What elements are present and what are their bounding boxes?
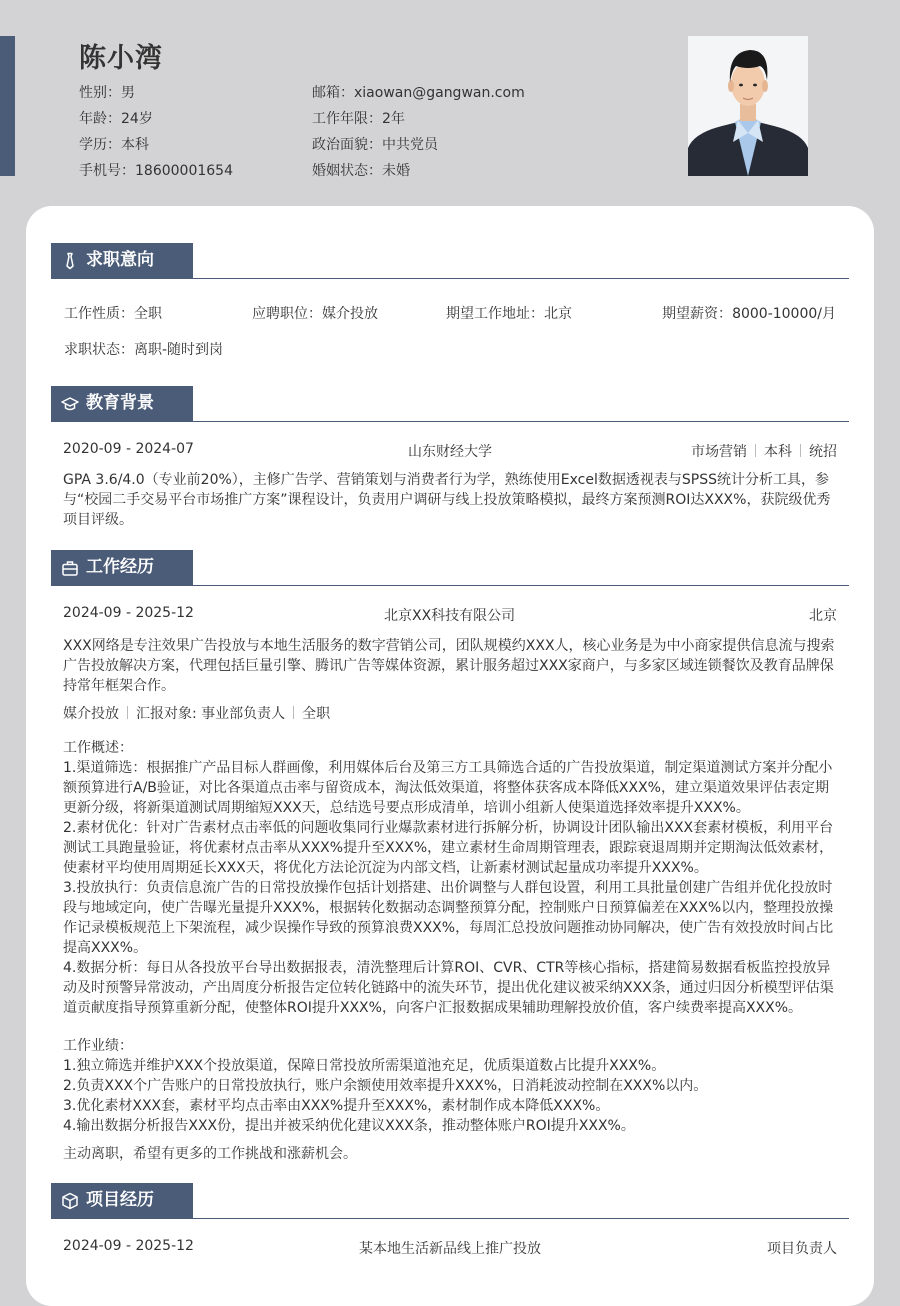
section-header-work — [51, 550, 849, 586]
tie-icon — [61, 252, 79, 270]
section-title: 求职意向 — [86, 250, 154, 270]
info-age: 年龄：24岁 — [79, 111, 153, 127]
profile-photo — [688, 36, 808, 176]
info-political: 政治面貌：中共党员 — [312, 137, 438, 153]
info-marital: 婚姻状态：未婚 — [312, 163, 410, 179]
basic-info-right — [312, 80, 525, 184]
work-overview — [63, 738, 835, 1018]
section-header-project — [51, 1183, 849, 1219]
info-work-years: 工作年限：2年 — [312, 111, 405, 127]
results-item: 1.独立筛选并维护XXX个投放渠道，保障日常投放所需渠道池充足，优质渠道数占比提升XXX%。 — [63, 1058, 666, 1074]
info-gender: 性别：男 — [79, 85, 135, 101]
intent-location: 期望工作地址：北京 — [446, 306, 572, 322]
project-date: 2024-09 - 2025-12 — [63, 1238, 194, 1254]
overview-item: 1.渠道筛选：根据推广产品目标人群画像，利用媒体后台及第三方工具筛选合适的广告投放渠道，制定渠道测试方案并分配小额预算进行A/B验证，对比各渠道点击率与留资成本，淘汰低效渠道，将整体获客成本降低XXX%，建立渠道效果评估表定期更新分级，将新渠道测试周期缩短XXX天，总结选号要点形成清单，培训小组新人使渠道选择效率提升XXX%。 — [63, 760, 833, 816]
overview-item: 4.数据分析：每日从各投放平台导出数据报表，清洗整理后计算ROI、CVR、CTR等核心指标，搭建简易数据看板监控投放异动及时预警异常波动，产出周度分析报告定位转化链路中的流失环节，提出优化建议被采纳XXX条，通过归因分析模型评估渠道贡献度指导预算重新分配，使整体ROI提升XXX%，向客户汇报数据成果辅助理解投放价值，客户续费率提高XXX%。 — [63, 960, 834, 1016]
header-accent-bar — [0, 36, 15, 176]
basic-info-left — [79, 80, 233, 184]
info-phone: 手机号：18600001654 — [79, 163, 233, 179]
work-tags: 媒介投放 汇报对象: 事业部负责人 全职 — [63, 706, 331, 722]
results-item: 2.负责XXX个广告账户的日常投放执行，账户余额使用效率提升XXX%，日消耗波动控制在XXX%以内。 — [63, 1078, 708, 1094]
intent-job-type: 工作性质：全职 — [64, 306, 162, 322]
overview-item: 2.素材优化：针对广告素材点击率低的问题收集同行业爆款素材进行拆解分析，协调设计团队输出XXX套素材模板，利用平台测试工具跑量验证，将优素材点击率从XXX%提升至XXX%，建立素材生命周期管理表，跟踪衰退周期并定期淘汰低效素材，使素材平均使用周期延长XXX天，将优化方法论沉淀为内部文档，让新素材测试起量成功率提升XXX%。 — [63, 820, 834, 876]
project-role: 项目负责人 — [767, 1241, 837, 1257]
graduation-cap-icon — [61, 395, 79, 413]
section-title: 工作经历 — [86, 557, 154, 577]
education-date: 2020-09 - 2024-07 — [63, 441, 194, 457]
intent-position: 应聘职位：媒介投放 — [252, 306, 378, 322]
results-item: 3.优化素材XXX套，素材平均点击率由XXX%提升至XXX%，素材制作成本降低XXX%。 — [63, 1098, 610, 1114]
resume-card — [26, 206, 874, 1306]
work-company-intro: XXX网络是专注效果广告投放与本地生活服务的数字营销公司，团队规模约XXX人，核心业务是为中小商家提供信息流与搜索广告投放解决方案，代理包括巨量引擎、腾讯广告等媒体资源，累计服务超过XXX家商户，与多家区域连锁餐饮及教育品牌保持常年框架合作。 — [63, 638, 835, 694]
work-company: 北京XX科技有限公司 — [384, 608, 516, 624]
section-title: 教育背景 — [86, 393, 154, 413]
results-title: 工作业绩： — [63, 1038, 133, 1054]
education-meta: 市场营销 本科 统招 — [691, 444, 837, 460]
briefcase-icon — [61, 559, 79, 577]
section-title: 项目经历 — [86, 1190, 154, 1210]
education-description: GPA 3.6/4.0（专业前20%），主修广告学、营销策划与消费者行为学，熟练使用Excel数据透视表与SPSS统计分析工具，参与“校园二手交易平台市场推广方案”课程设计，负责用户调研与线上投放策略模拟，最终方案预测ROI达XXX%，获院级优秀项目评级。 — [63, 472, 831, 528]
info-education: 学历：本科 — [79, 137, 149, 153]
intent-status: 求职状态：离职-随时到岗 — [64, 342, 224, 358]
info-email: 邮箱：xiaowan@gangwan.com — [312, 85, 525, 101]
results-item: 4.输出数据分析报告XXX份，提出并被采纳优化建议XXX条，推动整体账户ROI提升XXX%。 — [63, 1118, 635, 1134]
work-results — [63, 1036, 835, 1136]
intent-salary: 期望薪资：8000-10000/月 — [662, 306, 836, 322]
section-header-education — [51, 386, 849, 422]
work-city: 北京 — [809, 608, 837, 624]
candidate-name: 陈小湾 — [79, 43, 163, 74]
cube-icon — [61, 1192, 79, 1210]
overview-title: 工作概述： — [63, 740, 133, 756]
education-school: 山东财经大学 — [408, 444, 492, 460]
overview-item: 3.投放执行：负责信息流广告的日常投放操作包括计划搭建、出价调整与人群包设置，利用工具批量创建广告组并优化投放时段与地域定向，使广告曝光量提升XXX%，根据转化数据动态调整预算分配，控制账户日预算偏差在XXX%以内，整理投放操作记录模板规范上下架流程，减少误操作导致的预算浪费XXX%，每周汇总投放问题推动协同解决，使广告有效投放时间占比提高XXX%。 — [63, 880, 834, 956]
project-name: 某本地生活新品线上推广投放 — [359, 1241, 541, 1257]
leave-reason: 主动离职，希望有更多的工作挑战和涨薪机会。 — [63, 1146, 357, 1162]
section-header-intent — [51, 243, 849, 279]
work-date: 2024-09 - 2025-12 — [63, 605, 194, 621]
